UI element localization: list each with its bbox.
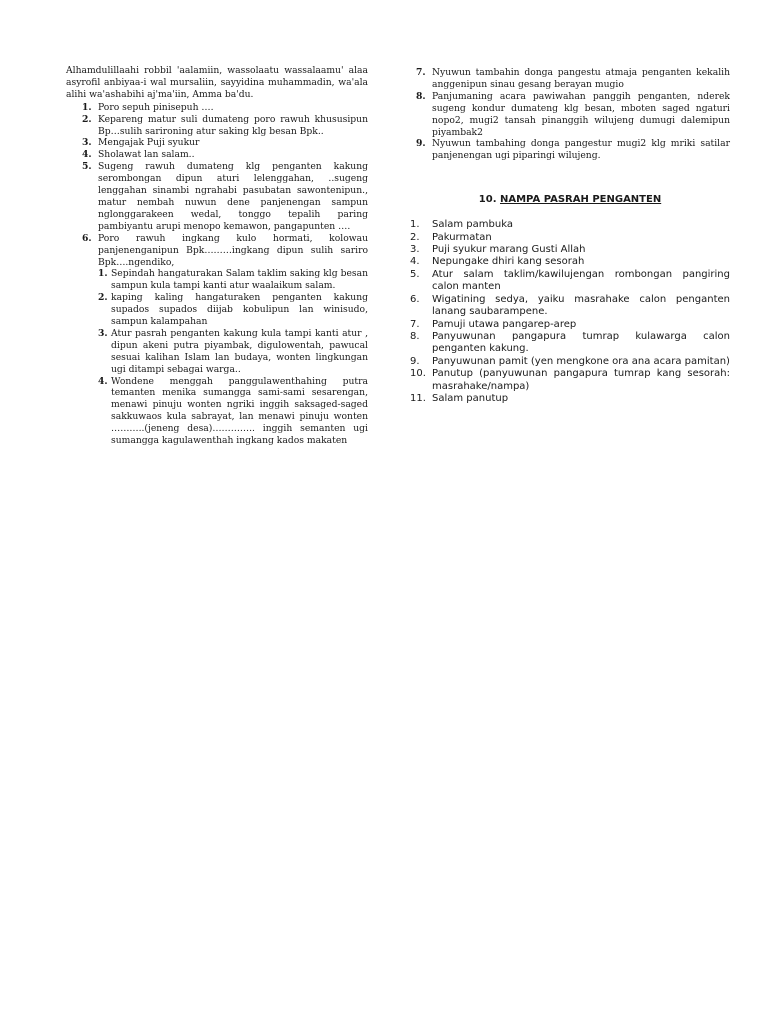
list-item: 1. Salam pambuka: [410, 219, 513, 231]
section-list: [410, 219, 730, 405]
list-item: 6. Poro rawuh ingkang kulo hormati, kolowau panjenenganipun Bpk………ingkang dipun sulih sariro Bpk….ngendiko, 1. Sepindah hangaturakan Salam taklim saking klg besan sampun kula tampi kanti atur waalaikum salam. 2. kaping kaling hangaturaken penganten kakung supados supados diijab kobulipun lan winisudo, sampun kalampahan 3. Atur pasrah penganten kakung kula tampi kanti atur , dipun akeni putra piyambak, digulowentah, pawucal sesuai kalihan Islam lan budaya, wonten lingkungan ugi ditampi sebagai warga.. 4. Wondene menggah panggulawenthahing putra temanten menika sumangga sami-sami sesarengan, menawi pinuju wonten ngriki inggih saksaged-saged sakkuwaos kula sabrayat, lan menawi pinuju wonten ………..(jeneng desa)………….. inggih semanten ugi sumangga kagulawenthah ingkang kados makaten: [82, 232, 368, 447]
list-item: 9. Nyuwun tambahing donga pangestur mugi2 klg mriki satilar panjenengan ugi piparingi wilujeng.: [416, 138, 730, 162]
list-item: 10. Panutup (panyuwunan pangapura tumrap kang sesorah: masrahake/nampa): [410, 368, 730, 392]
list-item: 7. Nyuwun tambahin donga pangestu atmaja penganten kekalih anggenipun sinau gesang berayan mugio: [416, 67, 730, 90]
list-item: 5. Atur salam taklim/kawilujengan rombongan pangiring calon manten: [410, 268, 730, 293]
list-item: 3. Puji syukur marang Gusti Allah: [410, 244, 586, 256]
list-item: 8. Panjumaning acara pawiwahan panggih penganten, nderek sugeng kondur dumateng klg besan, mboten saged ngaturi nopo2, mugi2 tansah pinanggih wilujeng dumugi dalemipun piyambak2: [416, 90, 730, 138]
section-heading: [410, 194, 730, 205]
right-column: [410, 67, 730, 405]
list-item: 2. Pakurmatan: [410, 231, 492, 243]
section-heading-number: 10.: [478, 194, 497, 206]
list-item: 6. Wigatining sedya, yaiku masrahake calon penganten lanang saubarampene.: [410, 293, 730, 318]
sub-list: [98, 268, 368, 447]
list-item: 1. Poro sepuh pinisepuh ….: [82, 101, 214, 113]
sub-list-item: 1. Sepindah hangaturakan Salam taklim saking klg besan sampun kula tampi kanti atur waalaikum salam.: [98, 268, 368, 292]
list-item: 4. Sholawat lan salam..: [82, 149, 195, 161]
list-item: 7. Pamuji utawa pangarep-arep: [410, 318, 577, 330]
left-column: [66, 65, 368, 447]
intro-paragraph: Alhamdulillaahi robbil 'aalamiin, wassolaatu wassalaamu' alaa asyrofil anbiyaa-i wal mursaliin, sayyidina muhammadin, wa'ala alihi wa'ashabihi aj'ma'iin, Amma ba'du.: [66, 65, 368, 100]
sub-list-item: 2. kaping kaling hangaturaken penganten kakung supados supados diijab kobulipun lan winisudo, sampun kalampahan: [98, 292, 368, 328]
list-item: 5. Sugeng rawuh dumateng klg penganten kakung serombongan dipun aturi lelenggahan, ..sugeng lenggahan sinambi ngrahabi pasubatan sawontenipun., matur nembah nuwun dene panjenengan sampun nglonggarakeen wedal, tonggo tepalih paring pambiyantu arupi menopo kemawon, pangapunten ….: [82, 161, 368, 232]
list-item: 9. Panyuwunan pamit (yen mengkone ora ana acara pamitan): [410, 355, 730, 367]
list-item: 3. Mengajak Puji syukur: [82, 137, 200, 149]
list-item: 8. Panyuwunan pangapura tumrap kulawarga calon penganten kakung.: [410, 330, 730, 355]
main-list-left: [66, 102, 368, 447]
sub-list-item: 4. Wondene menggah panggulawenthahing putra temanten menika sumangga sami-sami sesarengan, menawi pinuju wonten ngriki inggih saksaged-saged sakkuwaos kula sabrayat, lan menawi pinuju wonten ………..(jeneng desa)………….. inggih semanten ugi sumangga kagulawenthah ingkang kados makaten: [98, 375, 368, 447]
list-item: 11. Salam panutup: [410, 392, 509, 404]
list-item: 4. Nepungake dhiri kang sesorah: [410, 256, 585, 268]
section-heading-title: NAMPA PASRAH PENGANTEN: [500, 194, 662, 206]
list-item: 2. Kepareng matur suli dumateng poro rawuh khususipun Bp…sulih sarironing atur saking klg besan Bpk..: [82, 113, 368, 137]
main-list-right: [410, 67, 730, 162]
sub-list-item: 3. Atur pasrah penganten kakung kula tampi kanti atur , dipun akeni putra piyambak, digulowentah, pawucal sesuai kalihan Islam lan budaya, wonten lingkungan ugi ditampi sebagai warga..: [98, 327, 368, 375]
